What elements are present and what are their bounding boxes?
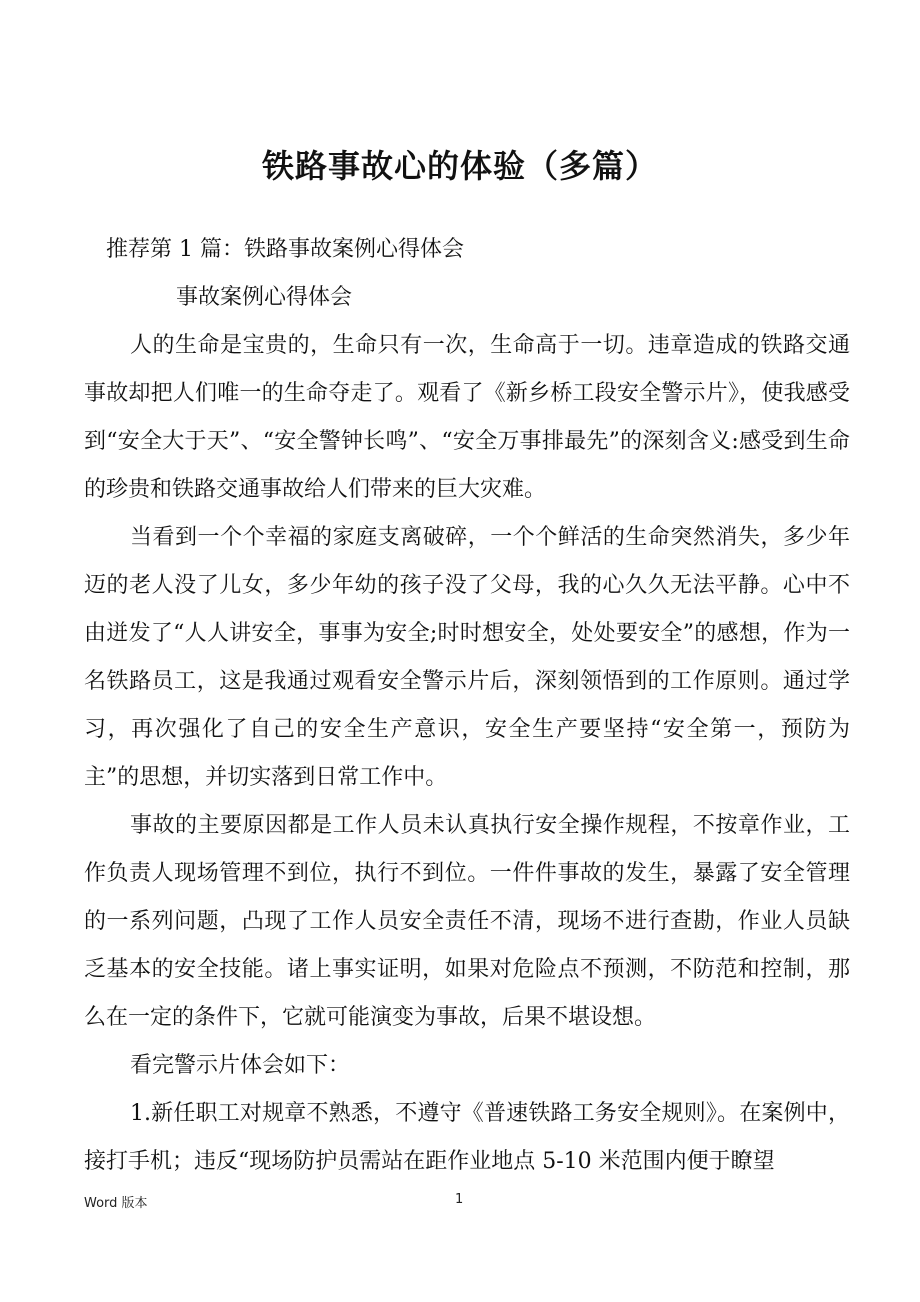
document-title: 铁路事故心的体验（多篇） [261,147,658,185]
section-heading: 推荐第 1 篇：铁路事故案例心得体会 [106,237,464,262]
paragraph-1: 人的生命是宝贵的，生命只有一次，生命高于一切。违章造成的铁路交通事故却把人们唯一的生命夺走了。观看了《新乡桥工段安全警示片》，使我感受到“安全大于天”、“安全警钟长鸣”、“安全万事排最先”的深刻含义:感受到生命的珍贵和铁路交通事故给人们带来的巨大灾难。 [84,333,850,502]
footer-page-number: 1 [455,1192,464,1207]
paragraph-3: 事故的主要原因都是工作人员未认真执行安全操作规程，不按章作业，工作负责人现场管理不到位，执行不到位。一件件事故的发生，暴露了安全管理的一系列问题，凸现了工作人员安全责任不清，现场不进行查勘，作业人员缺乏基本的安全技能。诸上事实证明，如果对危险点不预测，不防范和控制，那么在一定的条件下，它就可能演变为事故，后果不堪设想。 [84,813,850,1030]
paragraph-4: 看完警示片体会如下： [130,1053,351,1078]
footer-version-label: Word 版本 [84,1196,148,1211]
paragraph-5: 1.新任职工对规章不熟悉，不遵守《普速铁路工务安全规则》。在案例中，接打手机；违反“现场防护员需站在距作业地点 5-10 米范围内便于瞭望 [84,1101,850,1174]
sub-heading: 事故案例心得体会 [176,285,353,310]
document-body [84,226,850,1186]
paragraph-2: 当看到一个个幸福的家庭支离破碎，一个个鲜活的生命突然消失，多少年迈的老人没了儿女，多少年幼的孩子没了父母，我的心久久无法平静。心中不由迸发了“人人讲安全，事事为安全;时时想安全，处处要安全”的感想，作为一名铁路员工，这是我通过观看安全警示片后，深刻领悟到的工作原则。通过学习，再次强化了自己的安全生产意识，安全生产要坚持“安全第一，预防为主”的思想，并切实落到日常工作中。 [84,525,850,790]
